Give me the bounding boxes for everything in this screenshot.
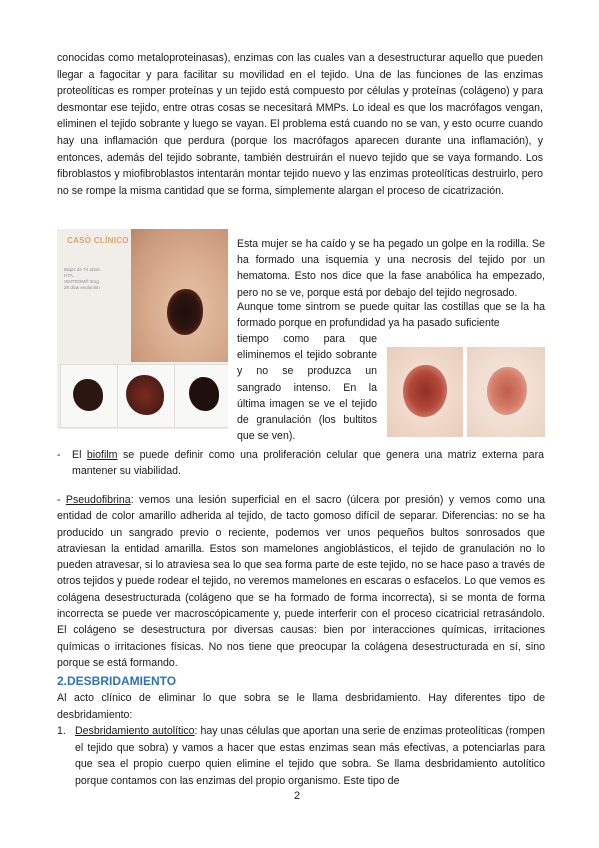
bullet-dash: -	[57, 449, 61, 461]
dressing-photo	[174, 364, 228, 428]
biofilm-text	[72, 447, 544, 480]
item-body: : hay unas células que aportan una serie de enzimas proteolíticas (rompen el tejido que sobra) y vamos a hacer que estas enzimas sean más efectivas, a potenciarlas para que sea el propio cuerpo quien elimine el tejido que sobra. Se llama desbridamiento autolítico porque contamos con las enzimas del propio organismo. Este tipo de	[75, 725, 545, 787]
wound-photo-granulation	[467, 347, 545, 437]
case-info-line: 25 días evolución	[64, 285, 100, 290]
item-number: 1.	[57, 725, 66, 737]
item-term: Desbridamiento autolítico	[75, 725, 195, 737]
item-text	[75, 723, 545, 789]
case-info-line: SINTROM® 2mg	[64, 279, 99, 284]
pseudofibrina-paragraph	[57, 492, 545, 671]
wound-photo-1	[387, 347, 463, 437]
bullet-pre: El	[72, 449, 87, 461]
case-description: Esta mujer se ha caído y se ha pegado un golpe en la rodilla. Se ha formado una isquemia y una necrosis del tejido por un hematoma. Esto nos dice que la fase anabólica ha empezado, pero no se ve, porque está por debajo del tejido negrosado.	[237, 238, 545, 299]
case-description-side: tiempo como para que eliminemos el tejido sobrante y no se produzca un sangrado intenso. En la última imagen se ve el tejido de granulación (los bultitos que se ven).	[237, 333, 377, 443]
necrotic-wound	[167, 289, 203, 335]
intro-paragraph: conocidas como metaloproteinasas), enzimas con las cuales van a desestructurar aquello que pueden llegar a fagocitar y para facilitar su movilidad en el tejido. Una de las funciones de las enzimas proteolíticas es romper proteínas y un tejido está compuesto por células y proteínas (colágeno) y para desmontar ese tejido, entre otras cosas se necesitará MMPs. Lo ideal es que los macrófagos vengan, eliminen el tejido sobrante y luego se vayan. El problema está cuando no se van, y esto ocurre cuando hay una inflamación que perdura (porque los macrófagos aparecen durante una inflamación), y entonces, además del tejido sobrante, también destruirán el nuevo tejido que se vaya formando. Los fibroblastos y miofibroblastos intentarán montar tejido nuevo y las enzimas proteolíticas destruirlo, pero no se rompe la misma cantidad que se forma, simplemente alargan el proceso de cicatrización.	[57, 52, 543, 197]
case-clinical-image	[57, 229, 228, 429]
dressing-photo	[117, 364, 175, 428]
page-number: 2	[294, 790, 301, 802]
section-heading: 2.DESBRIDAMIENTO	[57, 674, 177, 688]
dressing-photo	[60, 364, 118, 428]
case-info-line: HTA.	[64, 273, 75, 278]
pseudofibrina-text: : vemos una lesión superficial en el sacro (úlcera por presión) y vemos como una entidad de color amarillo adherida al tejido, de tacto gomoso difícil de separar. Diferencias: no se ha producido un sangrado previo o reciente, podemos ver unos pequeños bultos sonrosados que atraviesan la entidad amarilla. Estos son mamelones angioblásticos, el tejido de granulación no lo pueden atravesar, si lo atraviesa sea lo que sea forma parte de este tejido, no se hace paso a través de otros tejidos y puede rodear el tejido, no veremos mamelones en escaras o esfacelos. Lo que vemos es colágena desestructurada (colágeno que se ha formado de forma incorrecta), si se monta de forma incorrecta se puede ver macroscópicamente y, puede interferir con el proceso cicatricial retrasándolo. El colágeno se desestructura por diversas causas: bien por interacciones químicas, irritaciones químicas o irritaciones físicas. No nos tiene que preocupar la colágena desestructurada en sí, sino porque se está formando.	[57, 494, 545, 669]
case-description-cont: Aunque tome sintrom se puede quitar las costillas que se la ha formado porque en profundidad ya ha pasado suficiente	[237, 301, 545, 330]
biofilm-term: biofilm	[86, 449, 118, 461]
pseudo-dash: -	[57, 494, 66, 506]
case-info-line: Mujer de 74 años.	[64, 267, 101, 272]
bullet-post: se puede definir como una proliferación celular que genera una matriz externa para mantener su viabilidad.	[72, 449, 544, 478]
case-image-title: CASO CLÍNICO	[67, 236, 129, 245]
case-image-info	[64, 267, 114, 291]
desbridamiento-intro: Al acto clínico de eliminar lo que sobra se le llama desbridamiento. Hay diferentes tipo de desbridamiento:	[57, 692, 545, 721]
pseudofibrina-term: Pseudofibrina	[65, 494, 131, 506]
